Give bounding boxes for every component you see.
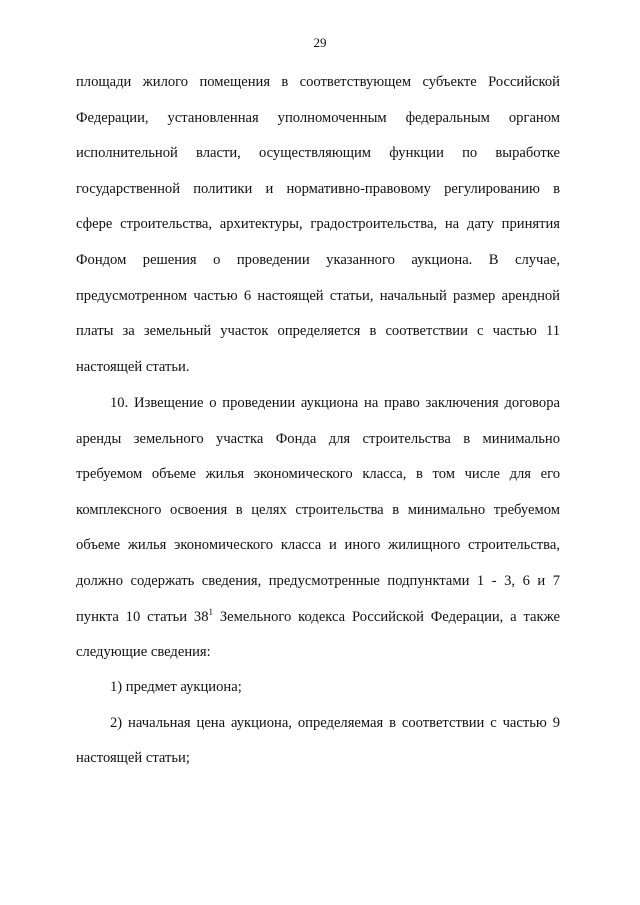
text-line: сфере строительства, архитектуры, градостроительства, на дату принятия [76, 216, 560, 233]
text-line: исполнительной власти, осуществляющим функции по выработке [76, 145, 560, 162]
paragraph-10 [76, 386, 560, 671]
text-line: объеме жилья экономического класса и иного жилищного строительства, [76, 537, 560, 554]
list-item: 2) начальная цена аукциона, определяемая в соответствии с частью 9 [110, 714, 560, 731]
text-segment: пункта 10 статьи 38 [76, 608, 209, 625]
text-line: настоящей статьи; [76, 750, 190, 767]
text-line: аренды земельного участка Фонда для строительства в минимально [76, 430, 560, 447]
page-number: 29 [313, 35, 327, 50]
text-line: площади жилого помещения в соответствующем субъекте Российской [76, 74, 560, 90]
text-line: 10. Извещение о проведении аукциона на право заключения договора [110, 395, 560, 411]
text-line: должно содержать сведения, предусмотренные подпунктами 1 - 3, 6 и 7 [76, 572, 560, 589]
text-line: настоящей статьи. [76, 358, 190, 375]
list-item: 1) предмет аукциона; [110, 679, 242, 695]
text-line: Федерации, установленная уполномоченным федеральным органом [76, 109, 560, 126]
list [76, 670, 560, 777]
text-segment: Земельного кодекса Российской Федерации, а также [213, 608, 560, 625]
text-line-with-superscript [76, 600, 560, 636]
text-line: государственной политики и нормативно-правовому регулированию в [76, 180, 560, 197]
superscript: 1 [208, 606, 214, 617]
paragraph-continuation [76, 65, 560, 385]
text-line: комплексного освоения в целях строительства в минимально требуемом [76, 501, 560, 518]
text-line: следующие сведения: [76, 644, 211, 661]
text-line: Фондом решения о проведении указанного аукциона. В случае, [76, 251, 560, 268]
text-line: предусмотренном частью 6 настоящей статьи, начальный размер арендной [76, 287, 560, 304]
text-line: требуемом объеме жилья экономического класса, в том числе для его [76, 466, 560, 483]
text-line: платы за земельный участок определяется в соответствии с частью 11 [76, 323, 560, 340]
